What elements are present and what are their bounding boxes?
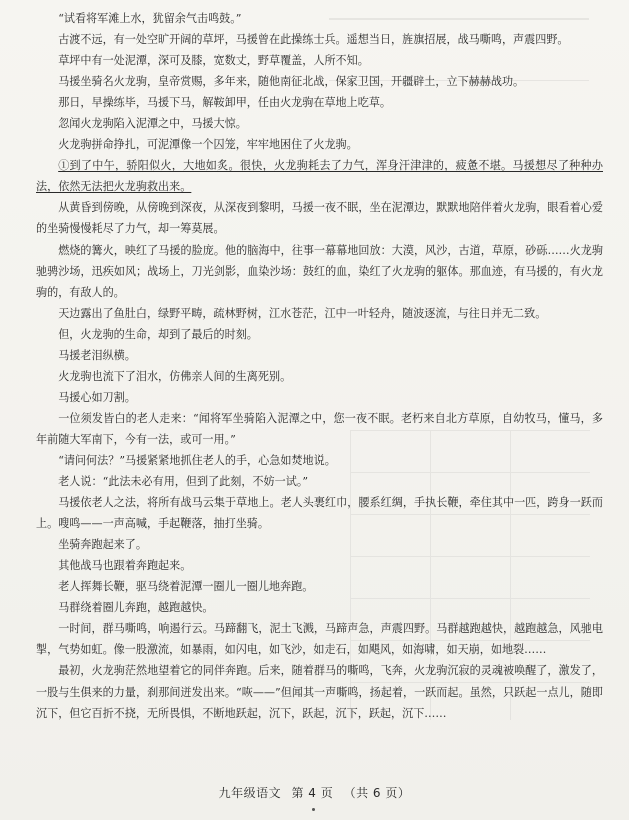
passage-paragraph: 老人挥舞长鞭，驱马绕着泥潭一圈儿一圈儿地奔跑。 xyxy=(58,580,314,594)
passage-paragraph: 马援老泪纵横。 xyxy=(58,348,136,362)
passage-paragraph: “请问何法？”马援紧紧地抓住老人的手，心急如焚地说。 xyxy=(58,453,336,467)
binding-dot xyxy=(312,808,315,811)
underlined-sentence-1: ①到了中午，骄阳似火，大地如炙。很快，火龙驹耗去了力气，浑身汗津津的，疲惫不堪。马援想尽了种种办法，依然无法把火龙驹救出来。 xyxy=(36,159,603,194)
footer-page-total: （共 6 页） xyxy=(343,786,411,800)
passage-paragraph: 马群绕着圈儿奔跑，越跑越快。 xyxy=(58,601,214,615)
passage-paragraph: 燃烧的篝火，映红了马援的脸庞。他的脑海中，往事一幕幕地回放：大漠，风沙，古道，草原，砂砾……火龙驹驰骋沙场，迅疾如风；战场上，刀光剑影，血染沙场：鼓红的血，染红了火龙驹的躯体。那血迹，有马援的，有火龙驹的，有敌人的。 xyxy=(36,243,603,299)
passage-paragraph: 一位须发皆白的老人走来：“闻将军坐骑陷入泥潭之中，您一夜不眠。老朽来自北方草原，自幼牧马，懂马，多年前随大军南下，今有一法，或可一用。” xyxy=(36,411,603,446)
footer-subject: 九年级语文 xyxy=(218,786,282,800)
footer-page-number: 第 4 页 xyxy=(291,786,334,800)
page-footer xyxy=(0,784,629,801)
passage-paragraph: 忽闻火龙驹陷入泥潭之中，马援大惊。 xyxy=(58,117,247,131)
passage-paragraph: 一时间，群马嘶鸣，响遏行云。马蹄翻飞，泥土飞溅，马蹄声急，声震四野。马群越跑越快，越跑越急，风驰电掣，气势如虹。像一股激流，如暴雨，如闪电，如飞沙，如走石，如飓风，如海啸，如天崩，如地裂…… xyxy=(36,622,603,657)
passage-paragraph: 坐骑奔跑起来了。 xyxy=(58,538,147,552)
passage-paragraph: 但，火龙驹的生命，却到了最后的时刻。 xyxy=(58,327,258,341)
passage-paragraph: 最初，火龙驹茫然地望着它的同伴奔跑。后来，随着群马的嘶鸣，飞奔，火龙驹沉寂的灵魂被唤醒了，激发了，一股与生俱来的力量，刹那间迸发出来。“咴——”但闻其一声嘶鸣，扬起着，一跃而起。虽然，只跃起一点儿，随即沉下，但它百折不挠，无所畏惧，不断地跃起，沉下，跃起，沉下，跃起，沉下…… xyxy=(36,664,603,720)
passage-paragraph: 老人说：“此法未必有用，但到了此刻，不妨一试。” xyxy=(58,475,309,489)
passage-paragraph: 马援坐骑名火龙驹，皇帝赏赐，多年来，随他南征北战，保家卫国，开疆辟土，立下赫赫战功。 xyxy=(58,75,525,89)
passage-paragraph: 其他战马也跟着奔跑起来。 xyxy=(58,559,192,573)
passage-paragraph: 马援心如刀割。 xyxy=(58,390,136,404)
passage-paragraph: 天边露出了鱼肚白，绿野平畴，疏林野树，江水苍茫，江中一叶轻舟，随波逐流，与往日并无二致。 xyxy=(58,306,547,320)
passage-paragraph: 火龙驹拼命挣扎，可泥潭像一个囚笼，牢牢地困住了火龙驹。 xyxy=(58,138,358,152)
reading-passage xyxy=(36,8,603,724)
passage-paragraph: 马援依老人之法，将所有战马云集于草地上。老人头裹红巾，腰系红绸，手执长鞭，牵住其中一匹，跨身一跃而上。嗖鸣——一声高喊，手起鞭落，抽打坐骑。 xyxy=(36,496,603,531)
passage-paragraph: 古渡不远，有一处空旷开阔的草坪，马援曾在此操练士兵。遥想当日，旌旗招展，战马嘶鸣，声震四野。 xyxy=(58,33,569,47)
passage-paragraph: 火龙驹也流下了泪水，仿佛亲人间的生离死别。 xyxy=(58,369,292,383)
passage-paragraph: “试看将军滩上水，犹留余气击鸣鼓。” xyxy=(58,12,242,25)
passage-paragraph: 那日，早操练毕，马援下马，解鞍卸甲，任由火龙驹在草地上吃草。 xyxy=(58,96,392,110)
passage-paragraph: 从黄昏到傍晚，从傍晚到深夜，从深夜到黎明，马援一夜不眠，坐在泥潭边，默默地陪伴着火龙驹，眼看着心爱的坐骑慢慢耗尽了力气，却一筹莫展。 xyxy=(36,201,603,236)
passage-paragraph: 草坪中有一处泥潭，深可及膝，宽数丈，野草覆盖，人所不知。 xyxy=(58,54,369,68)
